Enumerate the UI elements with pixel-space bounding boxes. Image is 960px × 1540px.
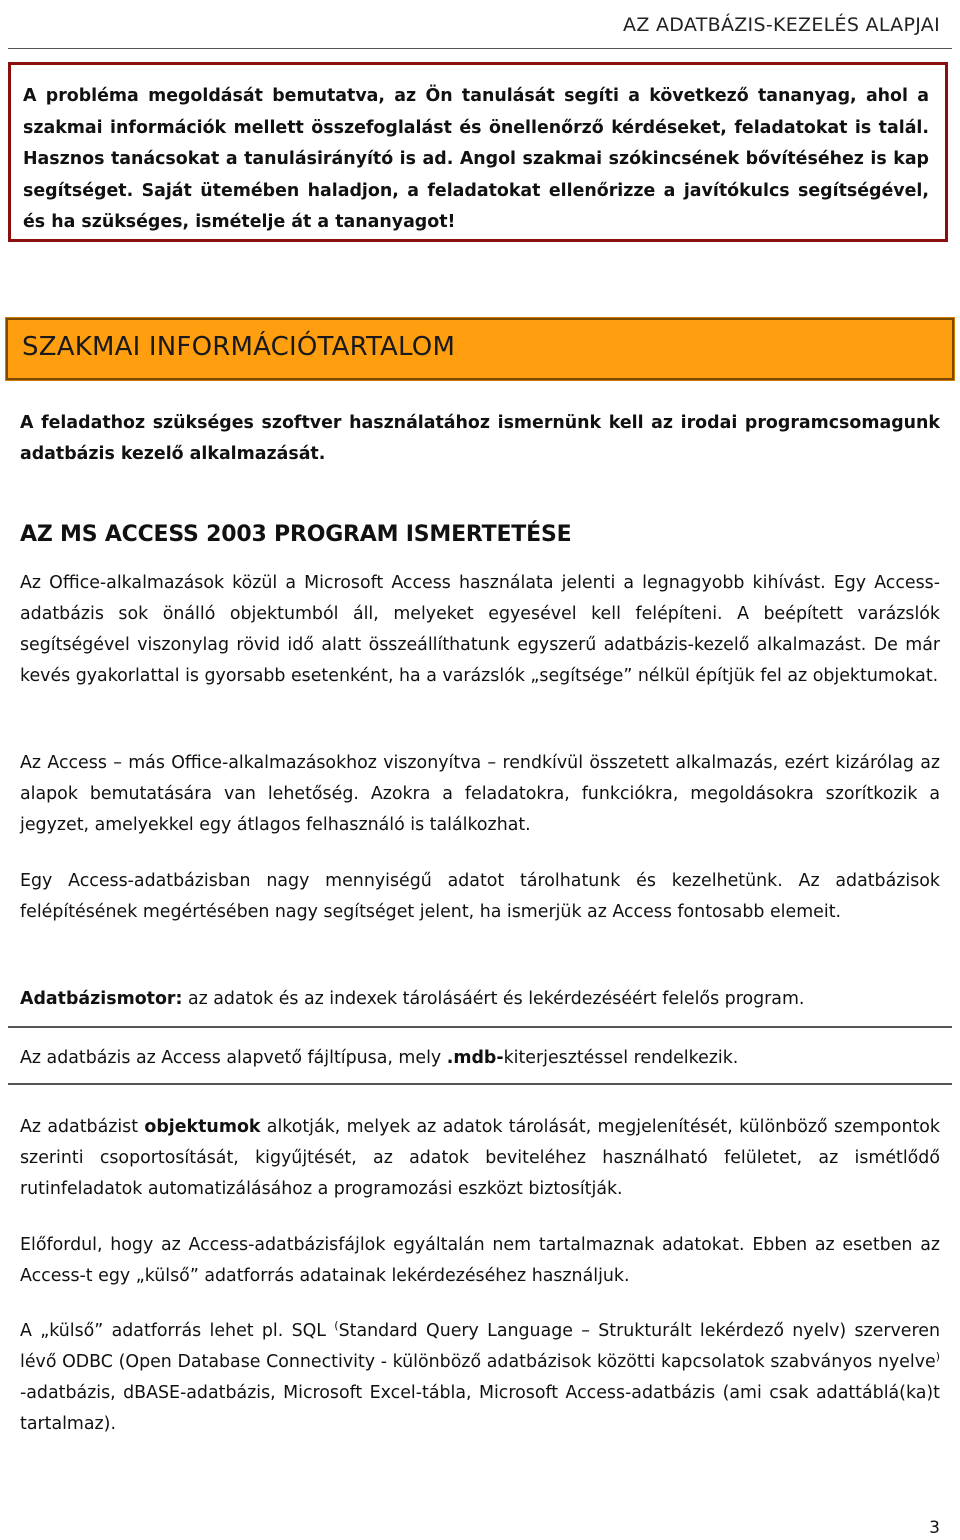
intro-box: A probléma megoldását bemutatva, az Ön tanulását segíti a következő tananyag, ahol a szakmai információk mellett összefoglalást és önellenőrző kérdéseket, feladatokat is talál. Hasznos tanácsokat a tanulásirányító is ad. Angol szakmai szókincsének bővítéséhez is kap segítséget. Saját ütemében haladjon, a feladatokat ellenőrizze a javítókulcs segítségével, és ha szükséges, ismételje át a tananyagot! bbox=[8, 62, 948, 242]
paragraph-office-access: Az Office-alkalmazások közül a Microsoft Access használata jelenti a legnagyobb kihívást. Egy Access-adatbázis sok önálló objektumból áll, melyeket egyesével kell felépíteni. A beépített varázslók segítségével viszonylag rövid idő alatt összeállíthatunk egyszerű adatbázis-kezelő alkalmazást. De már kevés gyakorlattal is gyorsabb esetenként, ha a varázslók „segítsége” nélkül építjük fel az objektumokat. bbox=[20, 573, 940, 686]
sql-text-a: A „külső” adatforrás lehet pl. SQL bbox=[20, 1321, 335, 1341]
objects-text-a: Az adatbázist bbox=[20, 1117, 145, 1137]
running-header: AZ ADATBÁZIS-KEZELÉS ALAPJAI bbox=[623, 14, 940, 36]
section-subheading: AZ MS ACCESS 2003 PROGRAM ISMERTETÉSE bbox=[20, 522, 572, 547]
objects-text-c: alkotják, melyek az adatok tárolását, megjelenítését, különböző szempontok szerinti csoportosítását, kigyűjtését, az adatok beviteléhez használható felületet, az ismétlődő rutinfeladatok automatizálásához a programozási eszközt biztosítják. bbox=[20, 1117, 941, 1199]
mdb-extension: .mdb- bbox=[446, 1048, 504, 1068]
definition-database-engine: az adatok és az indexek tárolásáért és lekérdezéséért felelős program. bbox=[182, 989, 805, 1009]
paragraph-external-source: Előfordul, hogy az Access-adatbázisfájlok egyáltalán nem tartalmaznak adatokat. Ebben az esetben az Access-t egy „külső” adatforrás adatainak lekérdezéséhez használjuk. bbox=[20, 1235, 940, 1286]
term-database-engine: Adatbázismotor: bbox=[20, 989, 183, 1009]
term-objects: objektumok bbox=[144, 1117, 261, 1137]
mdb-text-a: Az adatbázis az Access alapvető fájltípusa, mely bbox=[20, 1048, 447, 1068]
header-divider bbox=[8, 48, 952, 49]
sql-paren-open: ( bbox=[334, 1319, 339, 1333]
paragraph-database-engine bbox=[20, 984, 940, 1015]
section-title-banner: SZAKMAI INFORMÁCIÓTARTALOM bbox=[6, 318, 954, 380]
mdb-text-c: kiterjesztéssel rendelkezik. bbox=[503, 1048, 739, 1068]
lead-paragraph: A feladathoz szükséges szoftver használatához ismernünk kell az irodai programcsomagunk adatbázis kezelő alkalmazását. bbox=[20, 413, 940, 464]
paragraph-mdb-extension bbox=[20, 1043, 940, 1074]
sql-text-b: Standard Query Language – Strukturált lekérdező nyelv) szerveren lévő ODBC (Open Database Connectivity - különböző adatbázisok közötti kapcsolatok szabványos nyelve bbox=[20, 1321, 940, 1372]
divider-line bbox=[8, 1083, 952, 1085]
divider-line bbox=[8, 1026, 952, 1028]
sql-paren-close: ) bbox=[935, 1350, 940, 1364]
paragraph-access-complexity: Az Access – más Office-alkalmazásokhoz viszonyítva – rendkívül összetett alkalmazás, ezért kizárólag az alapok bemutatására van lehetőség. Azokra a feladatokra, funkciókra, megoldásokra szorítkozik a jegyzet, amelyekkel egy átlagos felhasználó is találkozhat. bbox=[20, 753, 940, 835]
paragraph-sql-odbc bbox=[20, 1316, 940, 1440]
paragraph-objects bbox=[20, 1112, 940, 1205]
paragraph-access-storage: Egy Access-adatbázisban nagy mennyiségű adatot tárolhatunk és kezelhetünk. Az adatbázisok felépítésének megértésében nagy segítséget jelent, ha ismerjük az Access fontosabb elemeit. bbox=[20, 871, 940, 922]
sql-text-c: -adatbázis, dBASE-adatbázis, Microsoft Excel-tábla, Microsoft Access-adatbázis (ami csak adattáblá(ka)t tartalmaz). bbox=[20, 1383, 940, 1434]
page-number: 3 bbox=[929, 1518, 940, 1538]
